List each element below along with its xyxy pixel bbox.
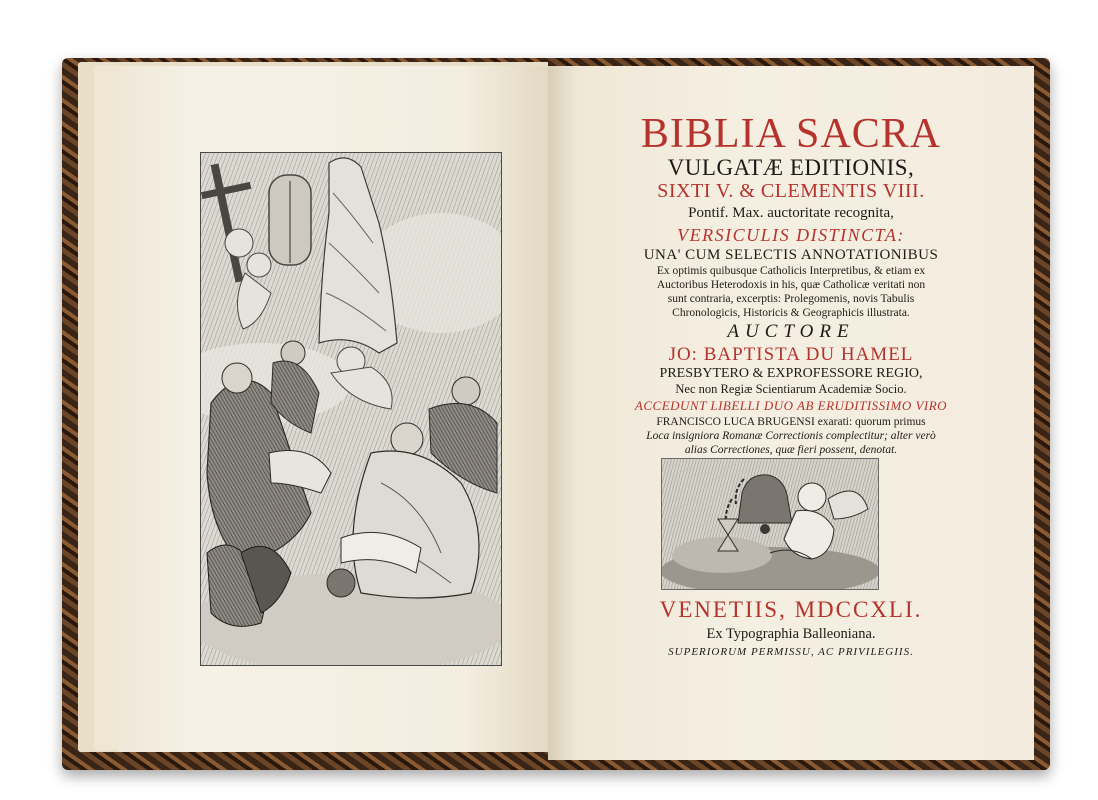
book-title: BIBLIA SACRA xyxy=(640,111,942,157)
title-line-una: UNA' CUM SELECTIS ANNOTATIONIBUS xyxy=(643,247,939,263)
title-line-ex-optimis: Ex optimis quibusque Catholicis Interpretibus, & etiam ex xyxy=(656,265,926,277)
privilege-line: SUPERIORUM PERMISSU, AC PRIVILEGIIS. xyxy=(668,646,914,658)
title-line-auctoribus: Auctoribus Heterodoxis in his, quæ Catholicæ veritati non xyxy=(656,279,926,291)
author-title: PRESBYTERO & EXPROFESSORE REGIO, xyxy=(659,366,923,381)
title-line-chronologicis: Chronologicis, Historicis & Geographicis illustrata. xyxy=(672,307,910,319)
franciscus-line: FRANCISCO LUCA BRUGENSI exarati: quorum primus xyxy=(656,416,926,428)
imprint-block xyxy=(548,596,1034,660)
cherub-vignette xyxy=(661,458,879,590)
title-line-sixti: SIXTI V. & CLEMENTIS VIII. xyxy=(657,180,925,202)
author-name: JO: BAPTISTA DU HAMEL xyxy=(668,344,914,365)
auctore-label: AUCTORE xyxy=(727,321,855,342)
title-line-vulgatae: VULGATÆ EDITIONIS, xyxy=(667,155,915,180)
place-date: VENETIIS, MDCCXLI. xyxy=(659,597,923,622)
alias-line: alias Correctiones, quæ fieri possent, denotat. xyxy=(684,444,898,456)
accedunt-line: ACCEDUNT LIBELLI DUO AB ERUDITISSIMO VIRO xyxy=(634,398,948,413)
title-line-sunt: sunt contraria, excerptis: Prolegomenis, novis Tabulis xyxy=(667,293,915,305)
title-block xyxy=(548,112,1034,481)
printer-line: Ex Typographia Balleoniana. xyxy=(706,626,876,642)
author-title-2: Nec non Regiæ Scientiarum Academiæ Socio. xyxy=(675,382,907,396)
title-line-pontif: Pontif. Max. auctoritate recognita, xyxy=(688,205,894,221)
frontispiece-engraving xyxy=(200,152,502,666)
title-line-versiculis: VERSICULIS DISTINCTA: xyxy=(677,225,905,245)
loca-line: Loca insigniora Romanæ Correctionis complectitur; alter verò xyxy=(646,430,936,442)
